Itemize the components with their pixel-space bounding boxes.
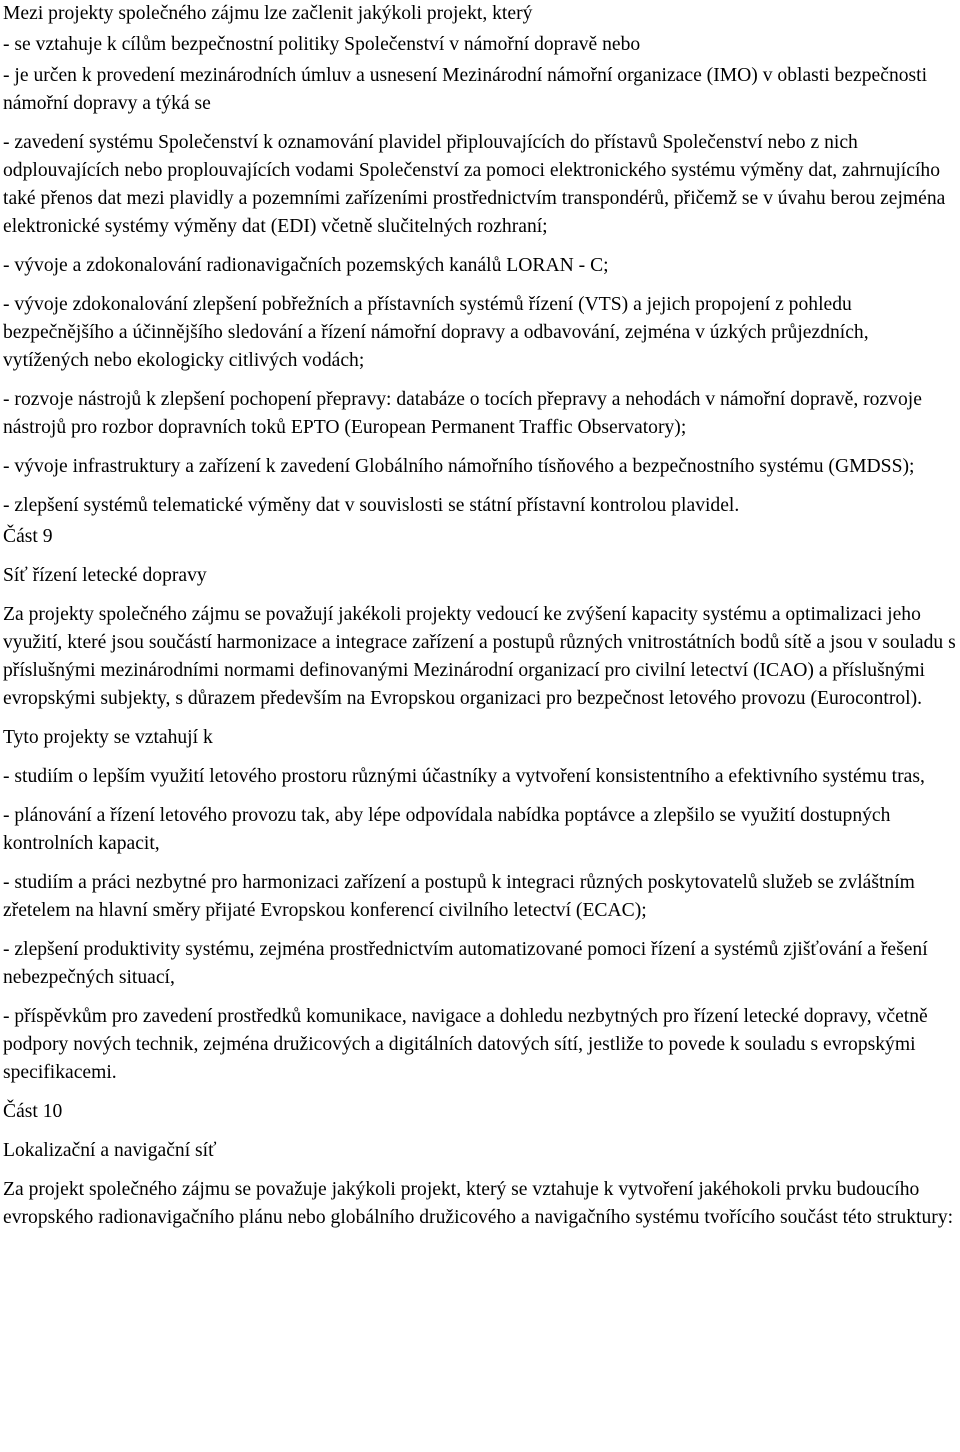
list-item: - zlepšení produktivity systému, zejména prostřednictvím automatizované pomoci řízení a systémů zjišťování a řešení nebezpečných situací, [3, 939, 928, 988]
section-heading: Síť řízení letecké dopravy [3, 565, 207, 586]
list-item: - je určen k provedení mezinárodních úmluv a usnesení Mezinárodní námořní organizace (IMO) v oblasti bezpečnosti námořní dopravy a týká se [3, 65, 928, 114]
list-item: - studiím o lepším využití letového prostoru různými účastníky a vytvoření konsistentního a efektivního systému tras, [3, 766, 925, 787]
section-heading: Lokalizační a navigační síť [3, 1140, 217, 1161]
list-item: - vývoje zdokonalování zlepšení pobřežních a přístavních systémů řízení (VTS) a jejich propojení z pohledu bezpečnějšího a účinnějšího sledování a řízení námořní dopravy a odbavování, zejména v úzkých průjezdních, vytížených nebo ekologicky citlivých vodách; [3, 294, 869, 371]
intro-paragraph: Mezi projekty společného zájmu lze začlenit jakýkoli projekt, který [3, 3, 533, 24]
section-number: Část 10 [3, 1101, 63, 1122]
list-item: - studiím a práci nezbytné pro harmonizaci zařízení a postupů k integraci různých poskytovatelů služeb se zvláštním zřetelem na hlavní směry přijaté Evropskou konferencí civilního letectví (ECAC); [3, 872, 915, 921]
body-paragraph: Za projekty společného zájmu se považují jakékoli projekty vedoucí ke zvýšení kapacity systému a optimalizaci jeho využití, které jsou součástí harmonizace a integrace zařízení a postupů různých vnitrostátních bodů sítě a jsou v souladu s příslušnými mezinárodními normami definovanými Mezinárodní organizací pro civilní letectví (ICAO) a příslušnými evropskými subjekty, s důrazem především na Evropskou organizaci pro bezpečnost letového provozu (Eurocontrol). [3, 604, 956, 709]
list-item: - vývoje a zdokonalování radionavigačních pozemských kanálů LORAN - C; [3, 255, 609, 276]
document-body [3, 0, 958, 1232]
body-paragraph: Tyto projekty se vztahují k [3, 727, 213, 748]
body-paragraph: Za projekt společného zájmu se považuje jakýkoli projekt, který se vztahuje k vytvoření jakéhokoli prvku budoucího evropského radionavigačního plánu nebo globálního družicového a navigačního systému tvořícího součást této struktury: [3, 1179, 954, 1228]
list-item: - vývoje infrastruktury a zařízení k zavedení Globálního námořního tísňového a bezpečnostního systému (GMDSS); [3, 456, 915, 477]
list-item: - příspěvkům pro zavedení prostředků komunikace, navigace a dohledu nezbytných pro řízení letecké dopravy, včetně podpory nových technik, zejména družicových a digitálních datových sítí, jestliže to povede k souladu s evropskými specifikacemi. [3, 1006, 928, 1083]
section-number: Část 9 [3, 526, 53, 547]
list-item: - zlepšení systémů telematické výměny dat v souvislosti se státní přístavní kontrolou plavidel. [3, 495, 740, 516]
list-item: - plánování a řízení letového provozu tak, aby lépe odpovídala nabídka poptávce a zlepšilo se využití dostupných kontrolních kapacit, [3, 805, 891, 854]
list-item: - zavedení systému Společenství k oznamování plavidel připlouvajících do přístavů Společenství nebo z nich odplouvajících nebo proplouvajících vodami Společenství za pomoci elektronického systému výměny dat, zahrnujícího také přenos dat mezi plavidly a pozemními zařízeními prostřednictvím transpondérů, přičemž se v úvahu berou zejména elektronické systémy výměny dat (EDI) včetně slučitelných rozhraní; [3, 132, 946, 237]
list-item: - rozvoje nástrojů k zlepšení pochopení přepravy: databáze o tocích přepravy a nehodách v námořní dopravě, rozvoje nástrojů pro rozbor dopravních toků EPTO (European Permanent Traffic Observatory); [3, 389, 922, 438]
list-item: - se vztahuje k cílům bezpečnostní politiky Společenství v námořní dopravě nebo [3, 34, 641, 55]
